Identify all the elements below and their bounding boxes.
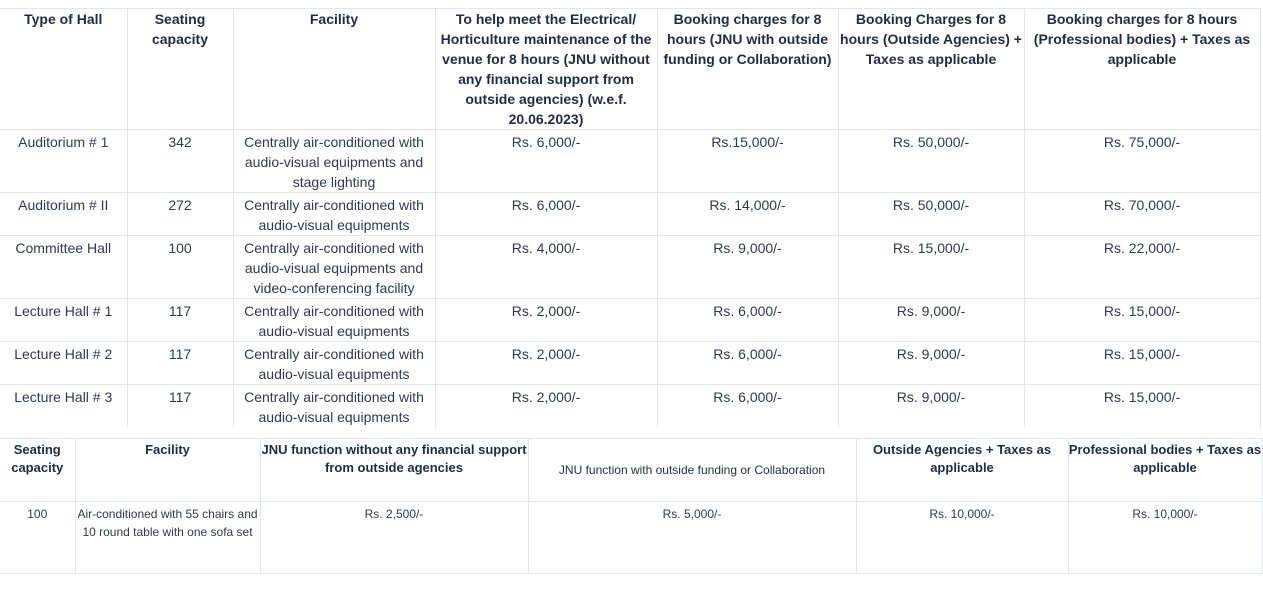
header-seating-capacity: Seating capacity	[127, 9, 233, 130]
header-professional-bodies: Booking charges for 8 hours (Professional bodies) + Taxes as applicable	[1024, 9, 1260, 130]
seating-capacity: 342	[127, 130, 233, 193]
hall-charges-table	[0, 8, 1261, 427]
jnu-charge: Rs. 2,500/-	[260, 502, 528, 574]
professional-charge: Rs. 70,000/-	[1024, 193, 1260, 236]
outside-charge: Rs. 15,000/-	[838, 236, 1024, 299]
table-row	[0, 130, 1260, 193]
facility: Centrally air-conditioned with audio-visual equipments and stage lighting	[233, 130, 435, 193]
outside-charge: Rs. 50,000/-	[838, 193, 1024, 236]
table-row	[0, 342, 1260, 385]
jnu-charge: Rs. 2,000/-	[435, 299, 657, 342]
facility: Centrally air-conditioned with audio-visual equipments	[233, 193, 435, 236]
hall-name: Committee Hall	[0, 236, 127, 299]
facility: Air-conditioned with 55 chairs and 10 round table with one sofa set	[75, 502, 260, 574]
hall-name: Lecture Hall # 1	[0, 299, 127, 342]
jnu-funding-charge: Rs. 6,000/-	[657, 342, 838, 385]
header-type-of-hall: Type of Hall	[0, 9, 127, 130]
jnu-funding-charge: Rs. 9,000/-	[657, 236, 838, 299]
outside-charge: Rs. 50,000/-	[838, 130, 1024, 193]
outside-charge: Rs. 10,000/-	[856, 502, 1068, 574]
table-row	[0, 193, 1260, 236]
table-row	[0, 299, 1260, 342]
seating-capacity: 117	[127, 385, 233, 428]
facility: Centrally air-conditioned with audio-visual equipments and video-conferencing facility	[233, 236, 435, 299]
outside-charge: Rs. 9,000/-	[838, 385, 1024, 428]
table-header-row	[0, 9, 1260, 130]
header-facility: Facility	[75, 439, 260, 502]
header-seating-capacity: Seating capacity	[0, 439, 75, 502]
table-header-row	[0, 439, 1262, 502]
header-jnu-outside-funding: JNU function with outside funding or Collaboration	[528, 439, 856, 502]
header-facility: Facility	[233, 9, 435, 130]
table-row	[0, 385, 1260, 428]
header-outside-agencies: Booking Charges for 8 hours (Outside Agencies) + Taxes as applicable	[838, 9, 1024, 130]
seating-capacity: 100	[0, 502, 75, 574]
professional-charge: Rs. 15,000/-	[1024, 385, 1260, 428]
jnu-funding-charge: Rs. 6,000/-	[657, 385, 838, 428]
table-row	[0, 236, 1260, 299]
professional-charge: Rs. 22,000/-	[1024, 236, 1260, 299]
jnu-charge: Rs. 4,000/-	[435, 236, 657, 299]
hall-name: Auditorium # 1	[0, 130, 127, 193]
facility: Centrally air-conditioned with audio-visual equipments	[233, 299, 435, 342]
facility: Centrally air-conditioned with audio-visual equipments	[233, 342, 435, 385]
facility: Centrally air-conditioned with audio-visual equipments	[233, 385, 435, 428]
professional-charge: Rs. 15,000/-	[1024, 299, 1260, 342]
header-professional-bodies: Professional bodies + Taxes as applicable	[1068, 439, 1262, 502]
outside-charge: Rs. 9,000/-	[838, 299, 1024, 342]
professional-charge: Rs. 75,000/-	[1024, 130, 1260, 193]
seating-capacity: 117	[127, 342, 233, 385]
hall-name: Auditorium # II	[0, 193, 127, 236]
header-jnu-outside-funding: Booking charges for 8 hours (JNU with outside funding or Collaboration)	[657, 9, 838, 130]
jnu-funding-charge: Rs. 6,000/-	[657, 299, 838, 342]
professional-charge: Rs. 15,000/-	[1024, 342, 1260, 385]
header-jnu-no-support: JNU function without any financial support from outside agencies	[260, 439, 528, 502]
jnu-funding-charge: Rs. 5,000/-	[528, 502, 856, 574]
table-row	[0, 502, 1262, 574]
outside-charge: Rs. 9,000/-	[838, 342, 1024, 385]
seating-capacity: 272	[127, 193, 233, 236]
jnu-charge: Rs. 6,000/-	[435, 130, 657, 193]
seating-capacity: 117	[127, 299, 233, 342]
professional-charge: Rs. 10,000/-	[1068, 502, 1262, 574]
hall-name: Lecture Hall # 3	[0, 385, 127, 428]
header-jnu-maintenance: To help meet the Electrical/ Horticulture maintenance of the venue for 8 hours (JNU without any financial support from outside agencies) (w.e.f. 20.06.2023)	[435, 9, 657, 130]
jnu-funding-charge: Rs. 14,000/-	[657, 193, 838, 236]
jnu-funding-charge: Rs.15,000/-	[657, 130, 838, 193]
seating-capacity: 100	[127, 236, 233, 299]
hall-name: Lecture Hall # 2	[0, 342, 127, 385]
header-outside-agencies: Outside Agencies + Taxes as applicable	[856, 439, 1068, 502]
room-charges-table	[0, 438, 1263, 574]
jnu-charge: Rs. 2,000/-	[435, 385, 657, 428]
jnu-charge: Rs. 2,000/-	[435, 342, 657, 385]
jnu-charge: Rs. 6,000/-	[435, 193, 657, 236]
